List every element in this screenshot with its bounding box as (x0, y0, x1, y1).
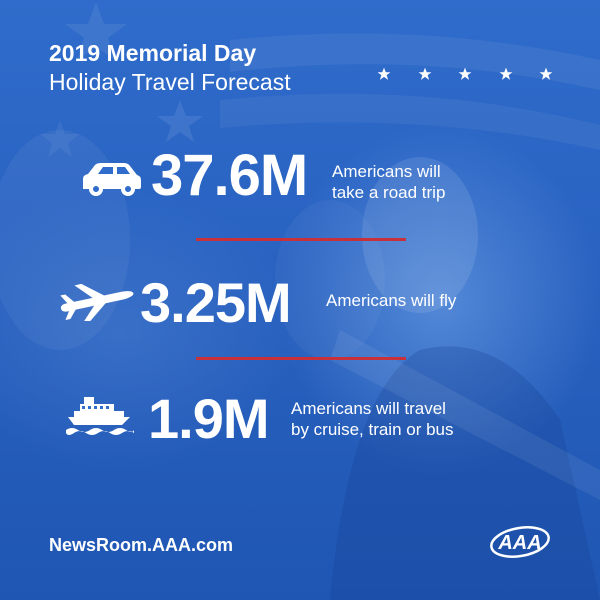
star-icon (539, 67, 553, 81)
title-line-2: Holiday Travel Forecast (49, 69, 291, 95)
aaa-logo (488, 522, 552, 562)
stat-description-road-trip (332, 161, 445, 203)
stat-value-flying: 3.25M (140, 271, 291, 334)
cruise-ship-icon (66, 395, 134, 437)
stat-description-flying (326, 290, 456, 311)
newsroom-link[interactable]: NewsRoom.AAA.com (49, 535, 234, 555)
airplane-icon (58, 279, 136, 321)
star-icon (499, 67, 513, 81)
stat-description-line: by cruise, train or bus (291, 420, 454, 439)
stat-description-line: take a road trip (332, 183, 446, 202)
divider-line (196, 238, 406, 241)
title-line-1: 2019 Memorial Day (49, 40, 257, 66)
star-icon (418, 67, 432, 81)
stat-value-road-trip: 37.6M (151, 143, 308, 208)
stat-description-cruise-train-bus (291, 398, 454, 440)
stat-description-line: Americans will fly (326, 291, 457, 310)
aaa-logo-text: AAA (498, 532, 542, 554)
stat-description-line: Americans will travel (291, 399, 446, 418)
star-icon (377, 67, 391, 81)
car-icon (79, 160, 143, 198)
star-icon (458, 67, 472, 81)
stat-value-cruise-train-bus: 1.9M (148, 387, 269, 450)
divider-line (196, 357, 406, 360)
stat-description-line: Americans will (332, 162, 441, 181)
decorative-stars (377, 67, 553, 83)
